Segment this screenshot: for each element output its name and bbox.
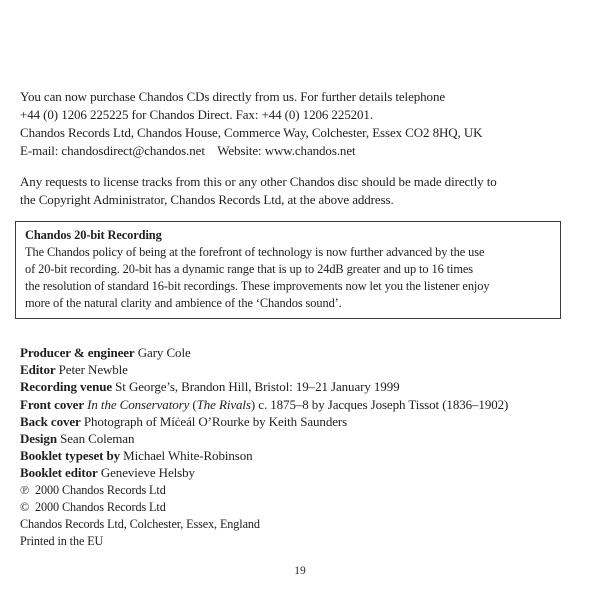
text-line: the Copyright Administrator, Chandos Records Ltd, at the above address. xyxy=(20,192,394,207)
credit-editor xyxy=(20,361,580,378)
credit-label: Producer & engineer xyxy=(20,345,135,360)
credit-typeset xyxy=(20,447,580,464)
artwork-subtitle: The Rivals xyxy=(196,396,251,412)
text-line: of 20-bit recording. 20-bit has a dynamic range that is up to 24dB greater and up to 16 times xyxy=(25,262,474,276)
text-line: Any requests to license tracks from this or any other Chandos disc should be made directly to xyxy=(20,174,497,189)
credit-back-cover xyxy=(20,413,580,430)
recording-info-box xyxy=(15,221,561,319)
credit-label: Booklet typeset by xyxy=(20,448,121,464)
text-line: The Chandos policy of being at the forefront of technology is now further advanced by the use xyxy=(25,245,485,259)
copyright-line: © 2000 Chandos Records Ltd xyxy=(20,499,166,514)
purchase-info-paragraph xyxy=(20,88,580,160)
credit-label: Editor xyxy=(20,362,56,378)
text-line: Chandos Records Ltd, Chandos House, Commerce Way, Colchester, Essex CO2 8HQ, UK xyxy=(20,125,483,140)
credit-value: St George’s, Brandon Hill, Bristol: 19–21 January 1999 xyxy=(112,379,400,395)
credit-label: Design xyxy=(20,431,57,447)
printed-in-line: Printed in the EU xyxy=(20,534,104,549)
credit-label: Recording venue xyxy=(20,379,113,395)
text-line: the resolution of standard 16-bit recordings. These improvements now let you the listener enjoy xyxy=(25,279,490,293)
box-title: Chandos 20-bit Recording xyxy=(25,228,162,242)
publisher-address-line: Chandos Records Ltd, Colchester, Essex, England xyxy=(20,517,260,532)
credit-label: Back cover xyxy=(20,413,81,429)
phonogram-copyright-line: ℗ 2000 Chandos Records Ltd xyxy=(20,482,166,497)
credit-producer xyxy=(20,344,580,361)
credit-label: Front cover xyxy=(20,396,84,412)
credit-value: ( xyxy=(189,396,197,412)
credit-booklet-editor xyxy=(20,464,580,481)
credit-value: Sean Coleman xyxy=(56,431,135,447)
contact-line: E-mail: chandosdirect@chandos.net Website: www.chandos.net xyxy=(20,143,356,158)
credit-recording-venue xyxy=(20,378,580,395)
credit-value: ) c. 1875–8 by Jacques Joseph Tissot (1836–1902) xyxy=(250,396,509,412)
credit-label: Booklet editor xyxy=(20,465,98,481)
credit-value: Peter Newble xyxy=(55,362,128,378)
credit-value: Genevieve Helsby xyxy=(97,465,195,481)
credit-value: Michael White-Robinson xyxy=(120,448,253,464)
credit-value: Photograph of Míċeál O’Rourke by Keith Saunders xyxy=(80,413,348,429)
text-line: +44 (0) 1206 225225 for Chandos Direct. Fax: +44 (0) 1206 225201. xyxy=(20,107,373,122)
text-line: more of the natural clarity and ambience of the ‘Chandos sound’. xyxy=(25,296,342,310)
text-line: You can now purchase Chandos CDs directly from us. For further details telephone xyxy=(20,89,446,104)
page-number: 19 xyxy=(294,565,306,577)
credit-front-cover xyxy=(20,396,580,413)
artwork-title: In the Conservatory xyxy=(87,396,190,412)
credits-section xyxy=(20,344,580,550)
credit-value: Gary Cole xyxy=(134,345,191,360)
credit-design xyxy=(20,430,580,447)
license-paragraph xyxy=(20,173,580,209)
